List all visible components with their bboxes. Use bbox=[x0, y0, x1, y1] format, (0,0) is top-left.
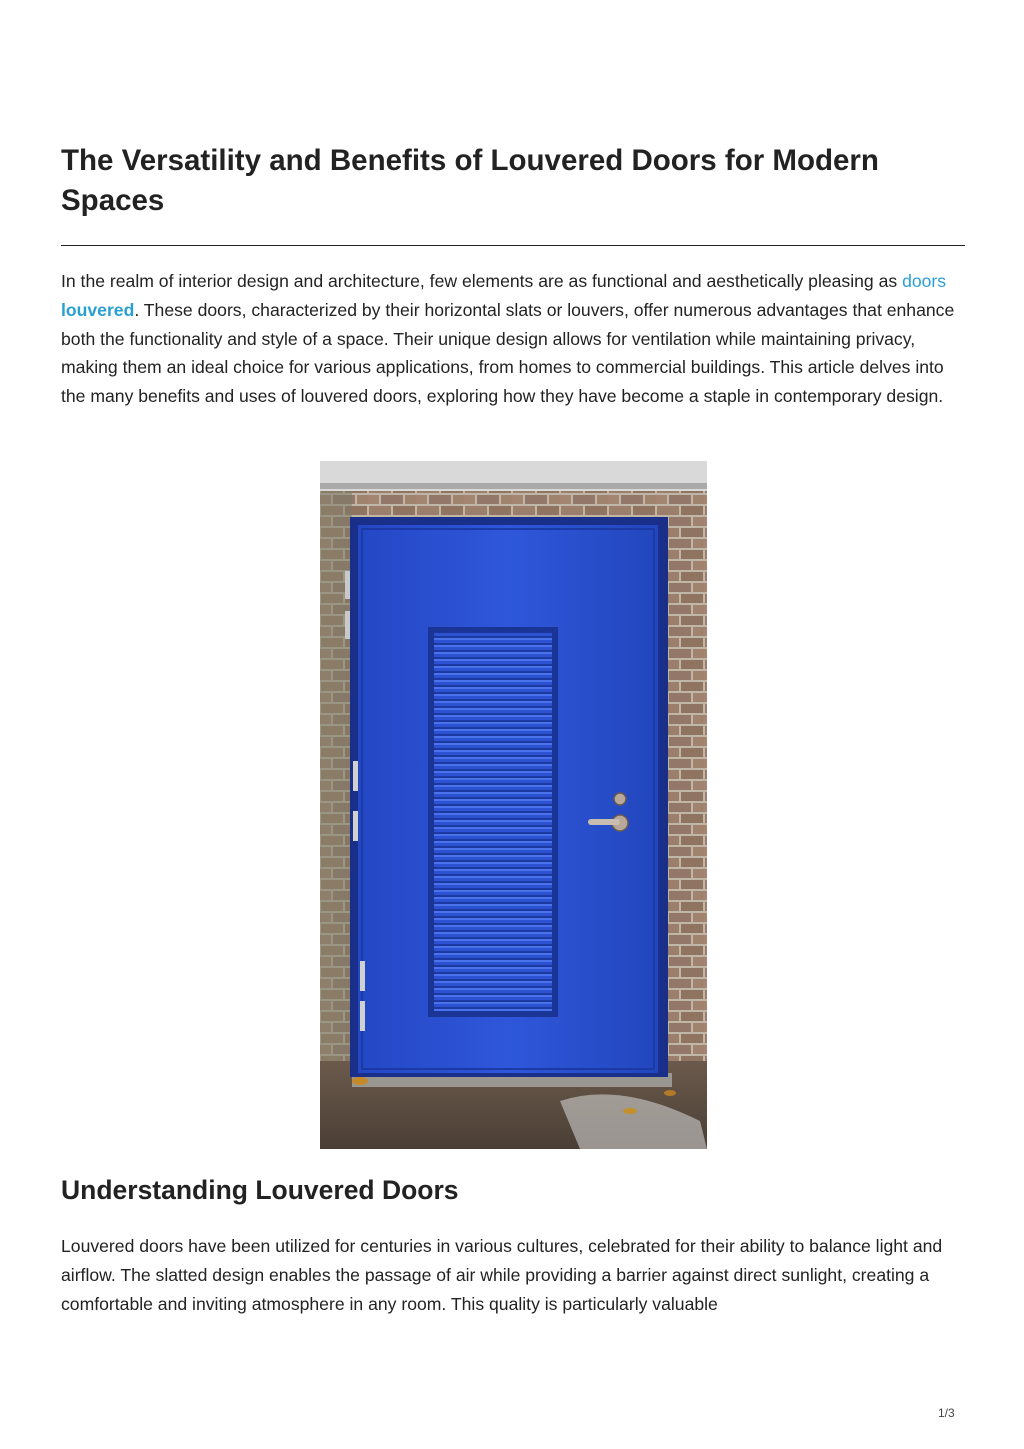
intro-paragraph bbox=[61, 267, 969, 411]
title-divider bbox=[61, 245, 965, 246]
louvered-link[interactable]: louvered bbox=[61, 299, 135, 320]
intro-text-end: . These doors, characterized by their horizontal slats or louvers, offer numerous advantages that enhance both the functionality and style of a space. Their unique design allows for ventilation while maintaining privacy, making them an ideal choice for various applications, from homes to commercial buildings. This article delves into the many benefits and uses of louvered doors, exploring how they have become a staple in contemporary design. bbox=[61, 299, 955, 407]
intro-text-start: In the realm of interior design and architecture, few elements are as functional and aesthetically pleasing as bbox=[61, 271, 903, 291]
doors-link[interactable]: doors bbox=[902, 271, 947, 291]
page-number: 1/3 bbox=[938, 1406, 955, 1420]
article-title: The Versatility and Benefits of Louvered Doors for Modern Spaces bbox=[61, 144, 879, 217]
section-paragraph: Louvered doors have been utilized for centuries in various cultures, celebrated for their ability to balance light and airflow. The slatted design enables the passage of air while providing a barrier against direct sunlight, creating a comfortable and inviting atmosphere in any room. This quality is particularly valuable bbox=[61, 1236, 943, 1314]
louvered-door-photo bbox=[320, 461, 707, 1149]
section-heading: Understanding Louvered Doors bbox=[61, 1175, 459, 1205]
